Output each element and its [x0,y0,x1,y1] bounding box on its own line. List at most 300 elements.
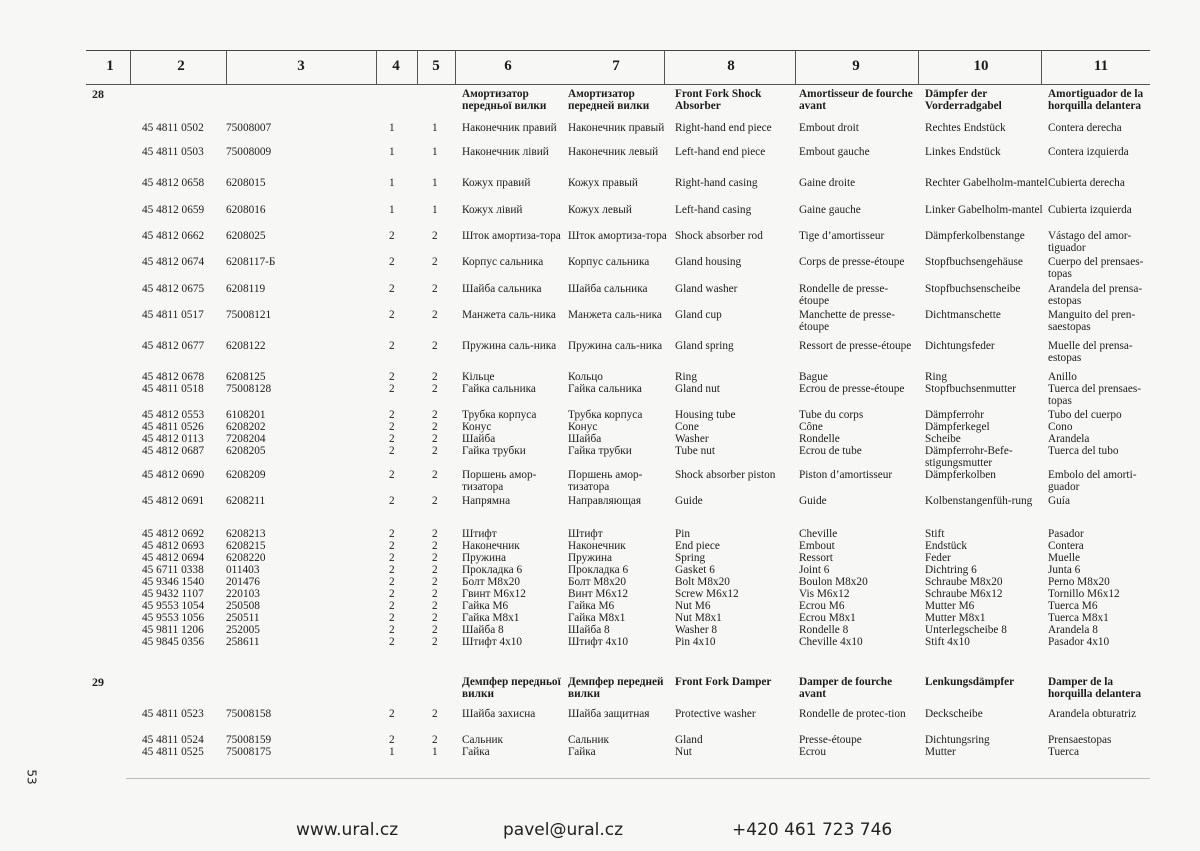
cell-uk: Шайба [462,433,496,445]
cell-code: 45 4812 0692 [142,528,205,540]
cell-ru: Шток амортиза-тора [568,230,667,242]
cell-fr: Piston d’amortisseur [799,469,893,481]
cell-es: Tuerca M6 [1048,600,1098,612]
cell-code: 45 4812 0687 [142,445,205,457]
cell-fr: Cheville [799,528,838,540]
cell-es: Contera [1048,540,1084,552]
cell-de: Stift 4x10 [925,636,970,648]
cell-en: Nut M8x1 [675,612,722,624]
section-title-de: Dämpfer der Vorderradgabel [925,88,1002,112]
cell-en: Gland spring [675,340,734,352]
cell-es: Prensaestopas [1048,734,1112,746]
cell-q2: 2 [432,421,438,433]
cell-fr: Bague [799,371,828,383]
cell-part: 6208220 [226,552,266,564]
cell-code: 45 4811 0523 [142,708,204,720]
cell-en: Bolt M8x20 [675,576,730,588]
cell-en: Tube nut [675,445,716,457]
cell-uk: Пружина [462,552,507,564]
cell-uk: Болт M8x20 [462,576,521,588]
cell-q1: 2 [389,409,395,421]
cell-ru: Гайка трубки [568,445,632,457]
column-divider [795,50,796,85]
cell-en: Right-hand casing [675,177,758,189]
column-divider [417,50,418,85]
cell-de: Dämpferrohr [925,409,984,421]
cell-ru: Шайба [568,433,602,445]
cell-q2: 2 [432,256,438,268]
cell-q2: 2 [432,734,438,746]
cell-en: Shock absorber rod [675,230,763,242]
cell-de: Unterlegscheibe 8 [925,624,1007,636]
cell-q1: 2 [389,528,395,540]
cell-q2: 1 [432,746,438,758]
cell-part: 201476 [226,576,260,588]
cell-uk: Шайба сальника [462,283,542,295]
cell-q2: 2 [432,636,438,648]
cell-part: 250511 [226,612,260,624]
cell-uk: Сальник [462,734,504,746]
cell-ru: Трубка корпуса [568,409,643,421]
cell-part: 6208016 [226,204,266,216]
header-bottom-rule [86,84,1150,85]
cell-es: Manguito del pren-saestopas [1048,309,1136,333]
section-title-uk: Амортизатор передньої вилки [462,88,547,112]
cell-uk: Кільце [462,371,495,383]
cell-es: Muelle del prensa-estopas [1048,340,1133,364]
column-number-11: 11 [1093,58,1109,74]
cell-ru: Гайка сальника [568,383,642,395]
section-title-uk: Демпфер передньої вилки [462,676,561,700]
footer-website[interactable]: www.ural.cz [296,820,399,840]
footer-email[interactable]: pavel@ural.cz [503,820,624,840]
cell-uk: Поршень амор-тизатора [462,469,537,493]
cell-code: 45 4812 0113 [142,433,204,445]
cell-en: Protective washer [675,708,756,720]
cell-q2: 2 [432,600,438,612]
cell-part: 6208202 [226,421,266,433]
cell-code: 45 4812 0662 [142,230,205,242]
cell-q1: 2 [389,445,395,457]
cell-en: Nut M6 [675,600,711,612]
cell-part: 252005 [226,624,260,636]
cell-es: Cuerpo del prensaes-topas [1048,256,1144,280]
cell-de: Linker Gabelholm-mantel [925,204,1043,216]
cell-de: Dämpferkolben [925,469,996,481]
cell-ru: Пружина саль-ника [568,340,663,352]
column-divider [455,50,456,85]
cell-q2: 1 [432,122,438,134]
cell-q2: 1 [432,204,438,216]
cell-code: 45 9811 1206 [142,624,204,636]
cell-es: Arandela 8 [1048,624,1098,636]
cell-q2: 2 [432,528,438,540]
cell-en: Washer 8 [675,624,718,636]
cell-fr: Embout gauche [799,146,870,158]
cell-q1: 1 [389,122,395,134]
cell-part: 75008159 [226,734,272,746]
column-divider [376,50,377,85]
cell-fr: Ecrou [799,746,826,758]
cell-uk: Гайка M8x1 [462,612,520,624]
section-title-fr: Damper de fourche avant [799,676,893,700]
cell-de: Dichtmanschette [925,309,1001,321]
cell-q2: 2 [432,624,438,636]
cell-part: 6208211 [226,495,266,507]
cell-q2: 2 [432,588,438,600]
cell-uk: Наконечник лівий [462,146,549,158]
cell-fr: Guide [799,495,827,507]
cell-part: 6208215 [226,540,266,552]
section-title-ru: Демпфер передней вилки [568,676,664,700]
cell-de: Stopfbuchsenscheibe [925,283,1021,295]
section-title-en: Front Fork Damper [675,676,772,688]
cell-de: Ring [925,371,947,383]
cell-de: Dichtungsfeder [925,340,995,352]
cell-code: 45 9553 1056 [142,612,205,624]
cell-ru: Наконечник [568,540,626,552]
cell-part: 75008158 [226,708,272,720]
cell-en: Gland housing [675,256,742,268]
cell-code: 45 4811 0502 [142,122,204,134]
table-top-rule [86,50,1150,51]
cell-uk: Гвинт M6x12 [462,588,526,600]
cell-en: Gland nut [675,383,720,395]
column-number-4: 4 [392,58,400,74]
cell-ru: Сальник [568,734,610,746]
cell-code: 45 4812 0690 [142,469,205,481]
cell-uk: Шайба 8 [462,624,504,636]
cell-q2: 2 [432,495,438,507]
cell-code: 45 4811 0518 [142,383,204,395]
cell-es: Junta 6 [1048,564,1081,576]
section-number: 28 [92,87,104,101]
cell-uk: Напрямна [462,495,511,507]
column-number-5: 5 [432,58,440,74]
cell-en: End piece [675,540,720,552]
cell-fr: Manchette de presse-étoupe [799,309,895,333]
cell-q1: 1 [389,746,395,758]
cell-uk: Наконечник [462,540,520,552]
cell-en: Ring [675,371,697,383]
cell-de: Scheibe [925,433,961,445]
cell-fr: Tige d’amortisseur [799,230,885,242]
cell-fr: Rondelle [799,433,840,445]
cell-part: 6208119 [226,283,266,295]
cell-q2: 2 [432,469,438,481]
column-number-1: 1 [106,58,114,74]
section-title-en: Front Fork Shock Absorber [675,88,762,112]
cell-es: Perno M8x20 [1048,576,1110,588]
cell-ru: Гайка M8x1 [568,612,626,624]
cell-q2: 2 [432,612,438,624]
cell-uk: Наконечник правий [462,122,557,134]
cell-fr: Ecrou de tube [799,445,862,457]
cell-de: Schraube M6x12 [925,588,1003,600]
cell-fr: Ressort de presse-étoupe [799,340,912,352]
cell-es: Tuerca del tubo [1048,445,1119,457]
cell-code: 45 4811 0526 [142,421,204,433]
cell-code: 45 4811 0517 [142,309,204,321]
cell-fr: Tube du corps [799,409,864,421]
cell-part: 6208025 [226,230,266,242]
cell-part: 7208204 [226,433,266,445]
cell-de: Stopfbuchsengehäuse [925,256,1023,268]
cell-es: Pasador [1048,528,1084,540]
cell-fr: Rondelle de presse-étoupe [799,283,889,307]
cell-es: Tuerca M8x1 [1048,612,1109,624]
cell-q1: 2 [389,540,395,552]
cell-de: Dämpferrohr-Befe-stigungsmutter [925,445,1013,469]
cell-q2: 2 [432,433,438,445]
cell-ru: Поршень амор-тизатора [568,469,643,493]
cell-fr: Gaine droite [799,177,856,189]
cell-part: 258611 [226,636,260,648]
cell-q2: 2 [432,564,438,576]
cell-ru: Наконечник правый [568,122,665,134]
cell-en: Nut [675,746,692,758]
cell-q1: 2 [389,340,395,352]
cell-de: Rechter Gabelholm-mantel [925,177,1048,189]
cell-ru: Шайба сальника [568,283,648,295]
cell-de: Rechtes Endstück [925,122,1006,134]
column-number-9: 9 [852,58,860,74]
cell-es: Cubierta derecha [1048,177,1125,189]
cell-fr: Corps de presse-étoupe [799,256,905,268]
cell-en: Left-hand casing [675,204,752,216]
cell-uk: Гайка M6 [462,600,509,612]
cell-uk: Штифт [462,528,497,540]
cell-ru: Корпус сальника [568,256,650,268]
cell-es: Anillo [1048,371,1077,383]
cell-es: Tubo del cuerpo [1048,409,1122,421]
section-title-es: Damper de la horquilla delantera [1048,676,1142,700]
cell-q1: 2 [389,469,395,481]
cell-en: Gland [675,734,703,746]
column-divider [226,50,227,85]
cell-fr: Ecrou M8x1 [799,612,856,624]
cell-en: Washer [675,433,709,445]
cell-q2: 1 [432,146,438,158]
cell-q1: 2 [389,309,395,321]
cell-uk: Шток амортиза-тора [462,230,561,242]
cell-q1: 2 [389,612,395,624]
cell-q1: 2 [389,624,395,636]
cell-uk: Гайка трубки [462,445,526,457]
cell-en: Right-hand end piece [675,122,772,134]
cell-code: 45 4812 0674 [142,256,205,268]
cell-uk: Гайка сальника [462,383,536,395]
cell-part: 75008128 [226,383,272,395]
cell-q1: 2 [389,371,395,383]
cell-q2: 2 [432,383,438,395]
cell-es: Pasador 4x10 [1048,636,1110,648]
cell-q1: 1 [389,204,395,216]
cell-ru: Штифт 4x10 [568,636,629,648]
cell-code: 45 4811 0503 [142,146,204,158]
cell-ru: Кожух левый [568,204,632,216]
cell-es: Tornillo M6x12 [1048,588,1120,600]
cell-en: Cone [675,421,699,433]
section-title-de: Lenkungsdämpfer [925,676,1015,688]
cell-es: Cubierta izquierda [1048,204,1132,216]
column-number-2: 2 [177,58,185,74]
column-divider [130,50,131,85]
column-number-8: 8 [727,58,735,74]
cell-de: Mutter M6 [925,600,975,612]
cell-en: Pin 4x10 [675,636,716,648]
cell-q2: 2 [432,371,438,383]
cell-part: 6208117-Б [226,256,276,268]
cell-en: Gland washer [675,283,738,295]
cell-fr: Ecrou de presse-étoupe [799,383,905,395]
cell-de: Dichtungsring [925,734,990,746]
cell-es: Vástago del amor-tiguador [1048,230,1132,254]
cell-part: 220103 [226,588,260,600]
cell-q1: 2 [389,588,395,600]
cell-de: Deckscheibe [925,708,983,720]
cell-es: Cono [1048,421,1073,433]
cell-ru: Наконечник левый [568,146,659,158]
cell-part: 011403 [226,564,260,576]
cell-ru: Направляющая [568,495,642,507]
cell-q1: 2 [389,600,395,612]
section-title-es: Amortiguador de la horquilla delantera [1048,88,1144,112]
cell-fr: Ressort [799,552,833,564]
cell-q1: 1 [389,177,395,189]
cell-q1: 2 [389,383,395,395]
cell-fr: Embout droit [799,122,859,134]
cell-fr: Vis M6x12 [799,588,850,600]
cell-code: 45 9346 1540 [142,576,205,588]
cell-code: 45 4812 0694 [142,552,205,564]
cell-fr: Joint 6 [799,564,830,576]
cell-uk: Пружина саль-ника [462,340,557,352]
cell-part: 250508 [226,600,260,612]
cell-de: Dämpferkolbenstange [925,230,1025,242]
cell-es: Arandela del prensa-estopas [1048,283,1143,307]
cell-fr: Ecrou M6 [799,600,845,612]
cell-ru: Прокладка 6 [568,564,629,576]
cell-uk: Кожух правий [462,177,531,189]
cell-en: Pin [675,528,691,540]
cell-fr: Boulon M8x20 [799,576,868,588]
cell-q1: 2 [389,433,395,445]
cell-fr: Gaine gauche [799,204,861,216]
cell-q2: 2 [432,445,438,457]
cell-q1: 2 [389,734,395,746]
cell-en: Left-hand end piece [675,146,766,158]
cell-ru: Гайка M6 [568,600,615,612]
cell-ru: Пружина [568,552,613,564]
cell-ru: Болт M8x20 [568,576,627,588]
page-number: 53 [24,769,39,785]
cell-es: Tuerca [1048,746,1079,758]
cell-de: Dämpferkegel [925,421,990,433]
cell-de: Mutter M8x1 [925,612,986,624]
cell-en: Gasket 6 [675,564,715,576]
section-title-fr: Amortisseur de fourche avant [799,88,913,112]
cell-code: 45 9553 1054 [142,600,205,612]
cell-de: Feder [925,552,951,564]
cell-q2: 2 [432,309,438,321]
cell-part: 6208122 [226,340,266,352]
cell-q1: 2 [389,708,395,720]
cell-code: 45 4812 0677 [142,340,205,352]
cell-es: Guía [1048,495,1070,507]
cell-ru: Штифт [568,528,603,540]
cell-ru: Кольцо [568,371,603,383]
cell-es: Tuerca del prensaes-topas [1048,383,1142,407]
cell-part: 6208015 [226,177,266,189]
cell-q2: 2 [432,708,438,720]
cell-es: Arandela [1048,433,1090,445]
cell-code: 45 4812 0659 [142,204,205,216]
cell-code: 45 9432 1107 [142,588,204,600]
cell-de: Schraube M8x20 [925,576,1003,588]
cell-q2: 2 [432,540,438,552]
cell-de: Stift [925,528,945,540]
cell-de: Dichtring 6 [925,564,977,576]
cell-ru: Шайба 8 [568,624,610,636]
cell-q1: 1 [389,146,395,158]
section-number: 29 [92,675,104,689]
cell-q1: 2 [389,564,395,576]
cell-uk: Прокладка 6 [462,564,523,576]
cell-q1: 2 [389,230,395,242]
cell-en: Guide [675,495,703,507]
cell-uk: Гайка [462,746,490,758]
cell-code: 45 4812 0675 [142,283,205,295]
cell-es: Muelle [1048,552,1080,564]
cell-part: 6208213 [226,528,266,540]
cell-en: Spring [675,552,706,564]
cell-code: 45 4812 0693 [142,540,205,552]
cell-code: 45 4812 0658 [142,177,205,189]
footer-phone: +420 461 723 746 [732,820,893,840]
cell-de: Kolbenstangenfüh-rung [925,495,1033,507]
cell-part: 6208205 [226,445,266,457]
cell-code: 45 4812 0553 [142,409,205,421]
cell-part: 6108201 [226,409,266,421]
cell-ru: Гайка [568,746,596,758]
cell-q2: 2 [432,340,438,352]
cell-part: 75008007 [226,122,272,134]
cell-code: 45 4812 0678 [142,371,205,383]
column-number-6: 6 [504,58,512,74]
cell-en: Gland cup [675,309,722,321]
cell-es: Contera derecha [1048,122,1122,134]
cell-part: 75008009 [226,146,272,158]
cell-uk: Корпус сальника [462,256,544,268]
cell-q2: 2 [432,409,438,421]
cell-q1: 2 [389,576,395,588]
cell-q2: 2 [432,230,438,242]
cell-q2: 2 [432,576,438,588]
cell-es: Arandela obturatriz [1048,708,1137,720]
cell-ru: Манжета саль-ника [568,309,662,321]
cell-fr: Cône [799,421,823,433]
cell-en: Housing tube [675,409,736,421]
cell-code: 45 4812 0691 [142,495,205,507]
cell-code: 45 4811 0524 [142,734,204,746]
cell-de: Stopfbuchsenmutter [925,383,1016,395]
column-divider [918,50,919,85]
cell-fr: Rondelle 8 [799,624,849,636]
cell-en: Shock absorber piston [675,469,776,481]
cell-code: 45 6711 0338 [142,564,204,576]
cell-de: Mutter [925,746,956,758]
